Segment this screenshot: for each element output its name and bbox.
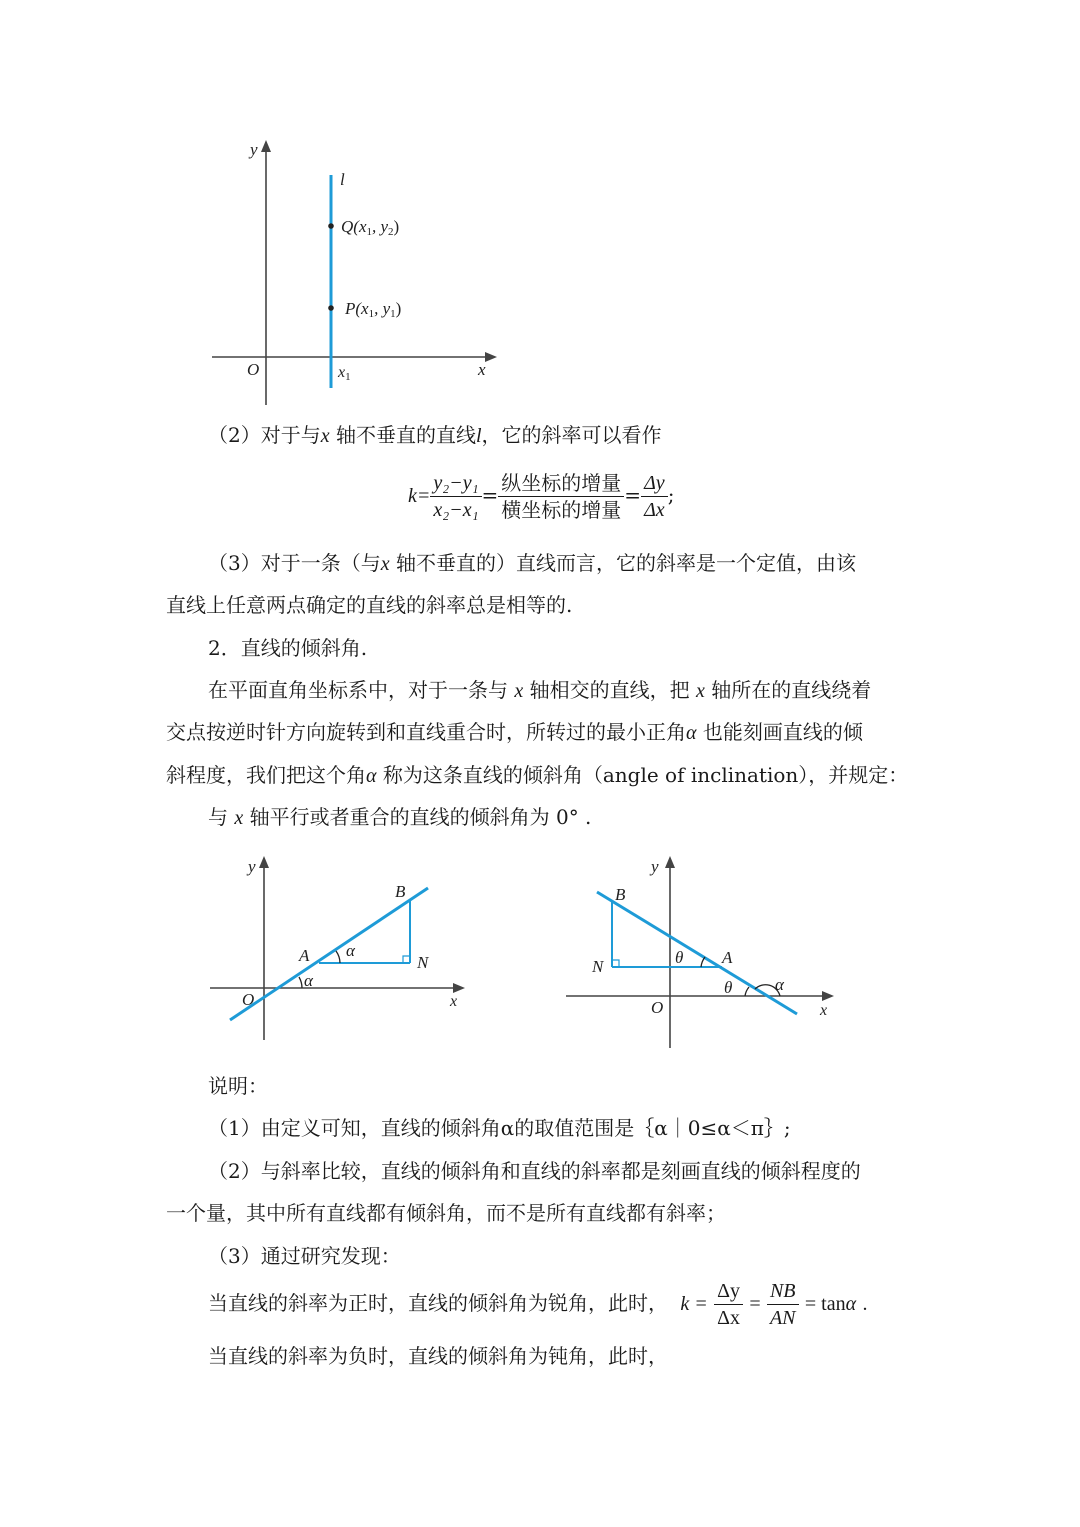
x-axis-arrow-icon xyxy=(822,991,834,1001)
line-ab xyxy=(230,888,428,1020)
origin-label: O xyxy=(242,990,255,1009)
note-1: （1）由定义可知，直线的倾斜角α的取值范围是｛α｜0≤α＜π｝; xyxy=(208,1116,791,1140)
figure-negative-slope xyxy=(560,850,845,1050)
point-a-label: A xyxy=(722,948,733,967)
x-label: x xyxy=(820,1002,828,1019)
def-line3: 斜程度，我们把这个角α 称为这条直线的倾斜角（angle of inclination），并规定： xyxy=(166,763,909,787)
x1-label: x1 xyxy=(338,364,351,383)
y-label: y xyxy=(651,857,659,876)
point-b-label: B xyxy=(615,885,626,904)
x-label: x xyxy=(450,993,458,1010)
point-n-label: N xyxy=(592,957,604,976)
alpha-label: α xyxy=(775,975,784,994)
figure-vertical-line xyxy=(205,135,505,410)
point-a-label: A xyxy=(299,946,310,965)
theta-label-upper: θ xyxy=(675,948,684,967)
point-n-label: N xyxy=(417,953,429,972)
angle-arc-origin xyxy=(299,977,302,988)
point-b-label: B xyxy=(395,882,406,901)
para-2: （2）对于与x 轴不垂直的直线l，它的斜率可以看作 xyxy=(208,423,662,447)
def-line2: 交点按逆时针方向旋转到和直线重合时，所转过的最小正角α 也能刻画直线的倾 xyxy=(166,720,863,744)
origin-label: O xyxy=(247,360,260,379)
y-axis-arrow-icon xyxy=(261,140,271,152)
negative-slope-case: 当直线的斜率为负时，直线的倾斜角为钝角，此时， xyxy=(208,1344,668,1368)
note-2-line2: 一个量，其中所有直线都有倾斜角，而不是所有直线都有斜率； xyxy=(166,1201,726,1225)
slope-formula: k= $\frac{\text{y₂−y₁}}{\text{x₂−x₁}}$ = $\frac{\text{纵坐标的增量}}{\text{横坐标的增量}}$ = $\frac{\Delta y}{\Delta x}$ ; xyxy=(408,471,675,522)
def-line4: 与 x 轴平行或者重合的直线的倾斜角为 0° . xyxy=(208,805,592,829)
para-3-line1: （3）对于一条（与x 轴不垂直的）直线而言，它的斜率是一个定值，由该 xyxy=(208,551,856,575)
right-angle-mark xyxy=(612,960,619,967)
y-axis-arrow-icon xyxy=(259,856,269,868)
y-label: y xyxy=(248,857,256,876)
point-p-label: P(x1, y1) xyxy=(345,299,402,320)
origin-label: O xyxy=(651,998,664,1017)
section-2-title: 2．直线的倾斜角. xyxy=(208,636,368,660)
note-2-line1: （2）与斜率比较，直线的倾斜角和直线的斜率都是刻画直线的倾斜程度的 xyxy=(208,1159,861,1183)
alpha-label-lower: α xyxy=(304,971,313,990)
x-axis-arrow-icon xyxy=(453,983,465,993)
point-p xyxy=(328,305,334,311)
note-3: （3）通过研究发现： xyxy=(208,1244,401,1268)
angle-arc-a xyxy=(701,957,705,967)
def-line1: 在平面直角坐标系中，对于一条与 x 轴相交的直线，把 x 轴所在的直线绕着 xyxy=(208,678,872,702)
right-angle-mark xyxy=(403,956,410,963)
theta-label-lower: θ xyxy=(724,978,733,997)
line-label: l xyxy=(340,170,345,189)
positive-slope-case: 当直线的斜率为正时，直线的倾斜角为锐角，此时， k = $\frac{\Delta y}{\Delta x}$ = $\frac{NB}{AN}$ = tanα . xyxy=(208,1280,868,1329)
x-axis-arrow-icon xyxy=(485,352,497,362)
alpha-label-upper: α xyxy=(346,941,355,960)
x-label: x xyxy=(478,360,486,379)
figure-positive-slope xyxy=(205,850,475,1045)
angle-arc-a xyxy=(336,951,340,963)
notes-heading: 说明： xyxy=(208,1074,268,1098)
para-3-line2: 直线上任意两点确定的直线的斜率总是相等的. xyxy=(166,593,573,617)
angle-arc-theta xyxy=(745,987,749,996)
point-q xyxy=(328,223,334,229)
y-axis-arrow-icon xyxy=(665,856,675,868)
point-q-label: Q(x1, y2) xyxy=(341,217,400,238)
y-label: y xyxy=(250,140,258,159)
